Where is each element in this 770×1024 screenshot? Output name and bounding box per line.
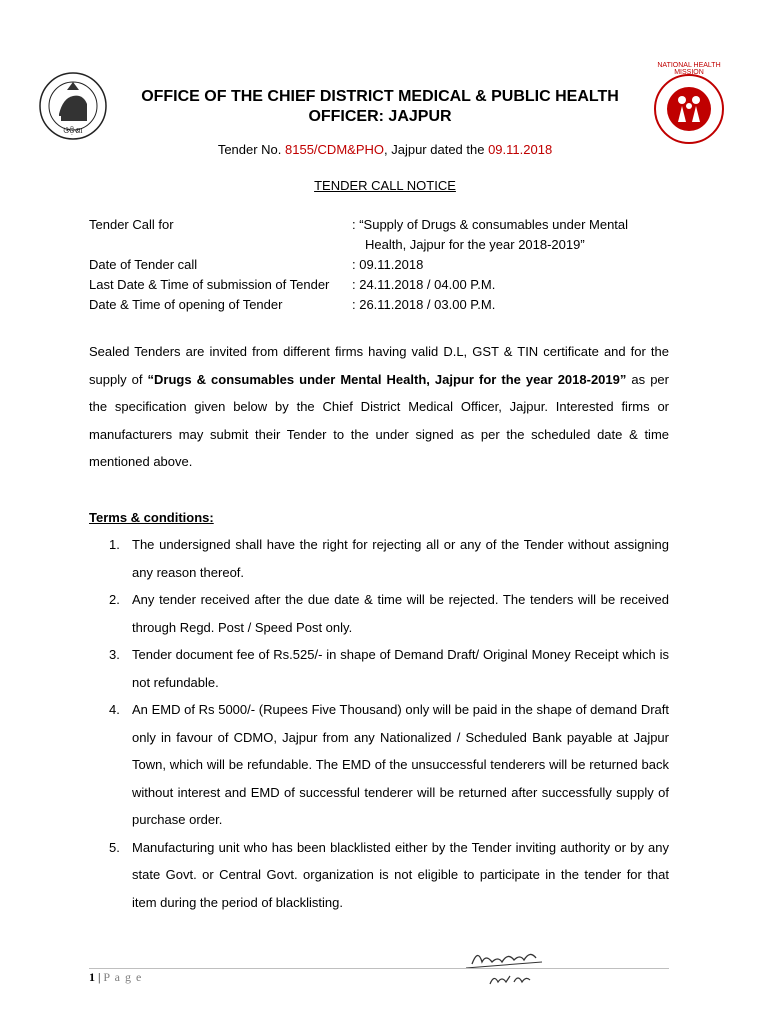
tender-number-line [0, 142, 770, 157]
terms-heading: Terms & conditions: [89, 510, 214, 525]
intro-part2: as per the specification given below by the Chief District Medical Officer, Jajpur. Interested firms or manufacturers may submit their Tender to the under signed as per the scheduled date & time mentioned above. [89, 371, 669, 469]
term-item: 1. The undersigned shall have the right for rejecting all or any of the Tender without assigning any reason thereof. [109, 537, 669, 580]
tender-date: 09.11.2018 [488, 142, 553, 157]
tender-prefix: Tender No. [217, 142, 286, 157]
info-value-0: : “Supply of Drugs & consumables under Mental [352, 217, 629, 232]
page-word: P a g e [103, 970, 143, 984]
term-item: 2. Any tender received after the due date & time will be rejected. The tenders will be received through Regd. Post / Speed Post only. [109, 592, 669, 635]
tender-number: 8155/CDM&PHO [285, 142, 384, 157]
office-title [115, 87, 645, 127]
office-title-line2: OFFICER: JAJPUR [308, 108, 452, 125]
terms-list [109, 531, 669, 916]
info-label-4: Date & Time of opening of Tender [89, 297, 283, 312]
term-item: 5. Manufacturing unit who has been blacklisted either by the Tender inviting authority or by any state Govt. or Central Govt. organization is not eligible to participate in the tender for that item during the period of blacklisting. [109, 839, 669, 910]
nhm-logo-label: NATIONAL HEALTH MISSION [657, 62, 721, 76]
page-footer [89, 970, 142, 985]
info-value-2: : 09.11.2018 [352, 257, 424, 272]
term-item: 4. An EMD of Rs 5000/- (Rupees Five Thousand) only will be paid in the shape of demand Draft only in favour of CDMO, Jajpur from any Nationalized / Scheduled Bank payable at Jajpur Town, which will be refundable. The EMD of the unsuccessful tenderers will be returned back without interest and EMD of successful tenderer will be returned after successfully supply of purchase order. [109, 702, 669, 827]
signature [462, 942, 562, 992]
info-label-3: Last Date & Time of submission of Tender [89, 277, 330, 292]
footer-divider [89, 968, 669, 969]
info-label-0: Tender Call for [89, 217, 174, 232]
odisha-emblem [37, 70, 109, 142]
page-number: 1 [89, 970, 95, 984]
footer-sep: | [95, 970, 104, 984]
notice-title: TENDER CALL NOTICE [314, 178, 456, 193]
intro-paragraph [89, 338, 669, 476]
intro-part1: Sealed Tenders are invited from different firms having valid D.L, GST & TIN certificate and for the supply of [89, 344, 669, 387]
nhm-logo [652, 62, 726, 146]
info-value-4: : 26.11.2018 / 03.00 P.M. [352, 297, 496, 312]
tender-middle: , Jajpur dated the [384, 142, 489, 157]
office-title-line1: OFFICE OF THE CHIEF DISTRICT MEDICAL & PUBLIC HEALTH [141, 88, 619, 105]
emblem-label: ଓଡ଼ିଶା [63, 126, 83, 135]
info-value-3: : 24.11.2018 / 04.00 P.M. [352, 277, 496, 292]
intro-bold: “Drugs & consumables under Mental Health, Jajpur for the year 2018-2019” [147, 371, 627, 387]
info-value-1: Health, Jajpur for the year 2018-2019” [365, 237, 585, 252]
term-item: 3. Tender document fee of Rs.525/- in shape of Demand Draft/ Original Money Receipt which is not refundable. [109, 647, 669, 690]
info-label-2: Date of Tender call [89, 257, 198, 272]
